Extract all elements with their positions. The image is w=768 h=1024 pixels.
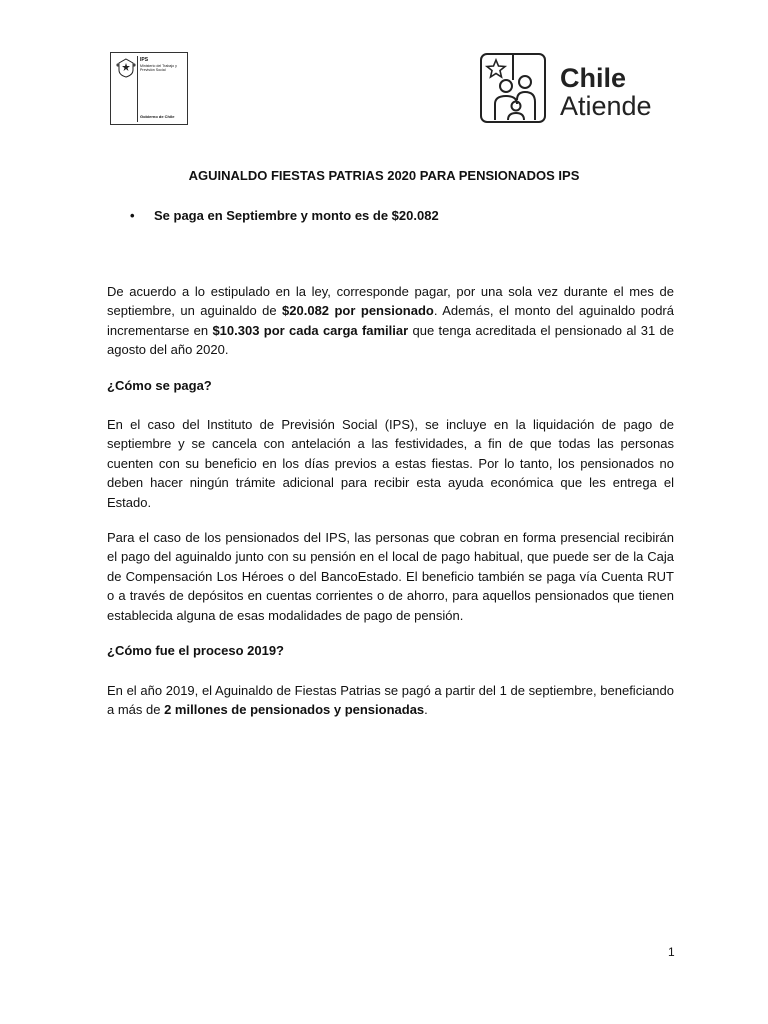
ips-ministry: Ministerio del Trabajo y Previsión Social <box>140 64 177 73</box>
heading-how-paid: ¿Cómo se paga? <box>107 378 212 393</box>
chile-atiende-logo <box>479 52 669 126</box>
p1-amount: $20.082 por pensionado <box>282 303 434 319</box>
document-title: AGUINALDO FIESTAS PATRIAS 2020 PARA PENSIONADOS IPS <box>188 168 580 183</box>
page-number: 1 <box>668 945 675 959</box>
coat-of-arms-icon <box>115 57 137 79</box>
ips-name: IPS <box>140 57 149 63</box>
family-icon <box>479 52 547 124</box>
paragraph-2019 <box>107 681 674 720</box>
paragraph-ips: En el caso del Instituto de Previsión Social (IPS), se incluye en la liquidación de pago de septiembre y se cancela con antelación a las festividades, a fin de que todas las personas cuenten con su beneficio en los días previos a estas fiestas. Por lo tanto, los pensionados no deben hacer ningún trámite adicional para recibir esta ayuda económica que les entrega el Estado. <box>107 417 674 510</box>
paragraph-payment-methods: Para el caso de los pensionados del IPS, las personas que cobran en forma presencial recibirán el pago del aguinaldo junto con su pensión en el local de pago habitual, que puede ser de la Caja de Compensación Los Héroes o del BancoEstado. El beneficio también se paga vía Cuenta RUT o a través de depósitos en cuentas corrientes o de ahorro, para aquellos pensionados que tienen establecida alguna de esas modalidades de pago de pensión. <box>107 530 674 623</box>
bullet-item <box>130 208 439 223</box>
p4-text-c: . <box>424 702 428 718</box>
ips-government-label: Gobierno de Chile <box>140 114 175 119</box>
atiende-wordmark: Atiende <box>560 91 652 121</box>
heading-process-2019: ¿Cómo fue el proceso 2019? <box>107 643 284 658</box>
p1-text-e: que tenga acreditada el pensionado al 31 de agosto del año 2020. <box>107 322 674 358</box>
chile-atiende-wordmark <box>560 64 652 120</box>
bullet-icon: • <box>130 208 135 223</box>
bullet-text: Se paga en Septiembre y monto es de $20.082 <box>154 208 439 223</box>
ips-divider <box>137 56 138 122</box>
p4-text-a: En el año 2019, el Aguinaldo de Fiestas Patrias se pagó a partir del 1 de septiembre, beneficiando a más de <box>107 683 674 718</box>
ips-logo <box>110 52 188 125</box>
p1-text-c: . Además, el monto del aguinaldo podrá incrementarse en <box>107 303 674 338</box>
p1-family-amount: $10.303 por cada carga familiar <box>212 322 409 338</box>
paragraph-intro <box>107 282 674 360</box>
chile-wordmark: Chile <box>560 63 627 93</box>
p1-text-a: De acuerdo a lo estipulado en la ley, corresponde pagar, por una sola vez durante el mes de septiembre, un aguinaldo de <box>107 284 674 319</box>
p4-beneficiaries: 2 millones de pensionados y pensionadas <box>164 702 425 718</box>
